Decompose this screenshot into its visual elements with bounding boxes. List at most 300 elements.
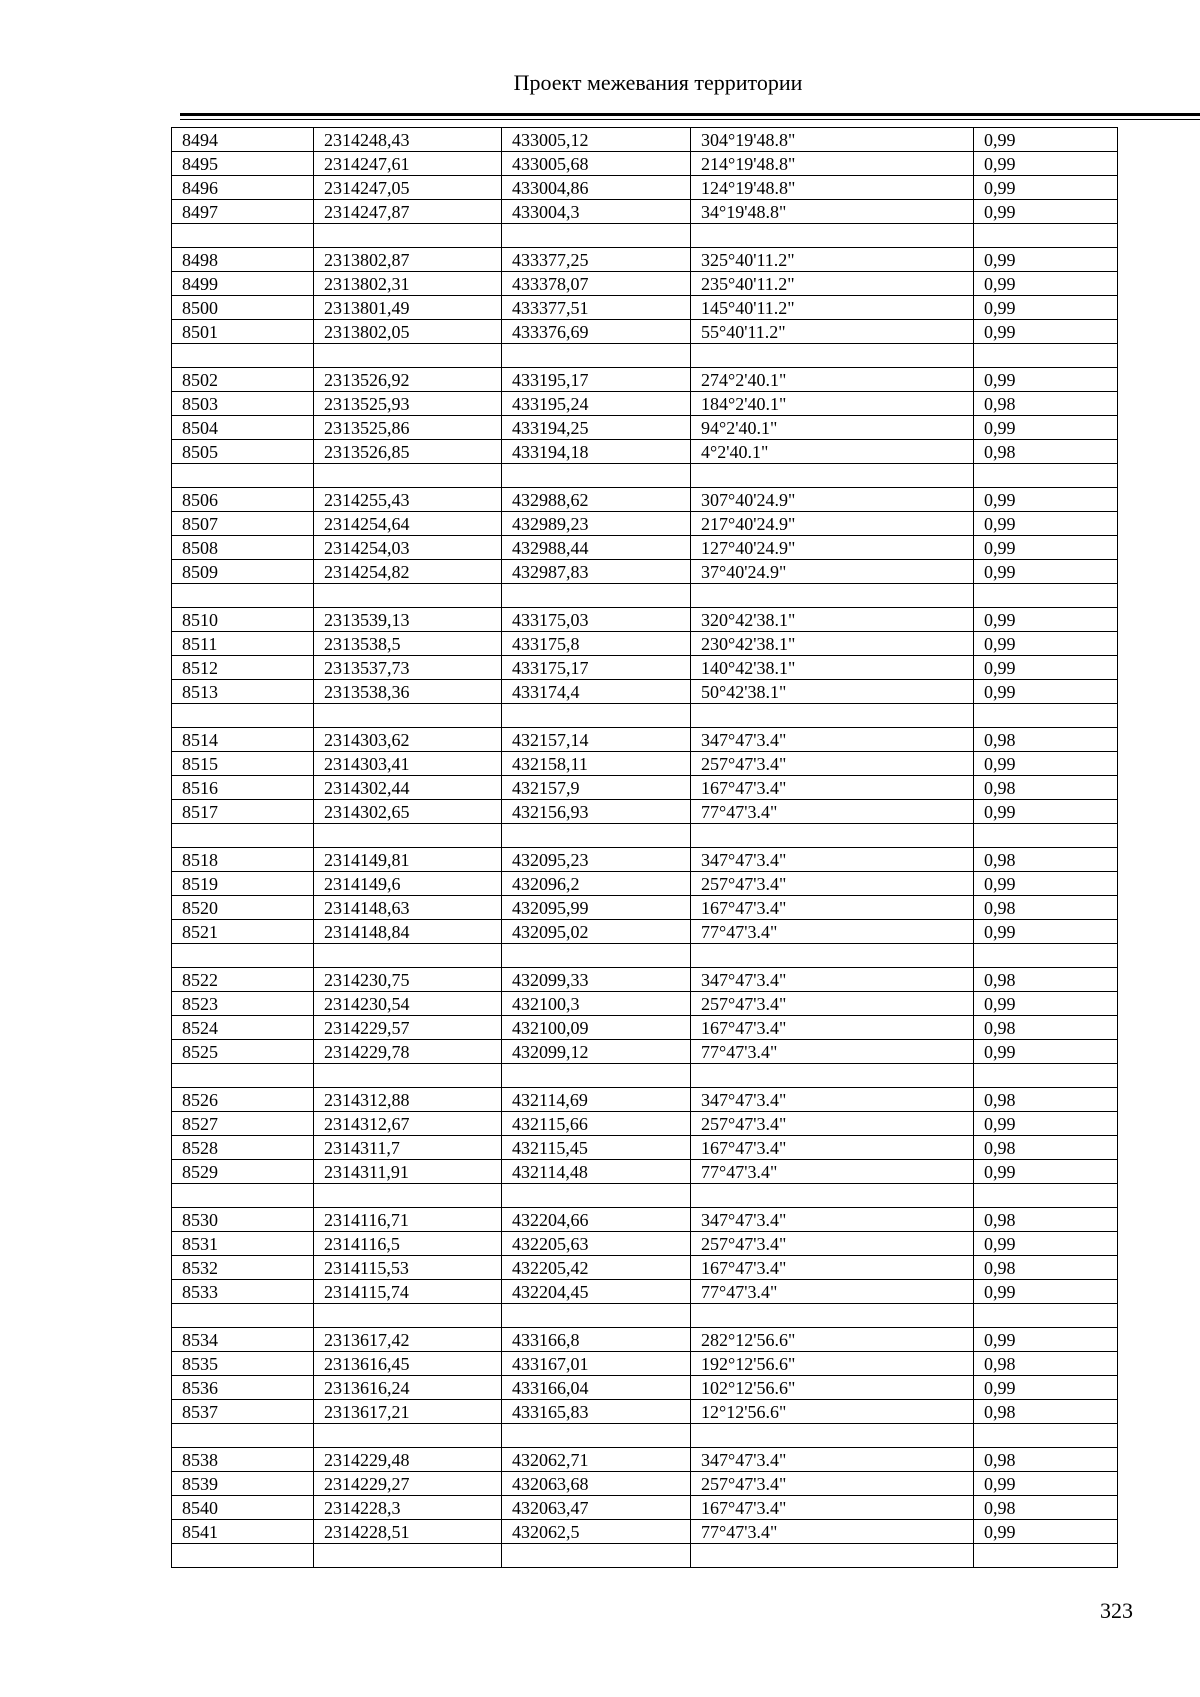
- y-coordinate-cell: 432062,5: [502, 1520, 691, 1544]
- x-coordinate-cell: [314, 344, 502, 368]
- x-coordinate-cell: 2314230,75: [314, 968, 502, 992]
- y-coordinate-cell: [502, 824, 691, 848]
- x-coordinate-cell: 2313617,21: [314, 1400, 502, 1424]
- table-row: [172, 248, 1118, 272]
- direction-angle-cell: 257°47'3.4": [691, 1112, 974, 1136]
- table-row: [172, 320, 1118, 344]
- x-coordinate-cell: 2314247,61: [314, 152, 502, 176]
- point-number-cell: 8515: [172, 752, 314, 776]
- direction-angle-cell: [691, 1544, 974, 1568]
- y-coordinate-cell: 432063,47: [502, 1496, 691, 1520]
- direction-angle-cell: 140°42'38.1": [691, 656, 974, 680]
- point-number-cell: 8536: [172, 1376, 314, 1400]
- point-number-cell: [172, 464, 314, 488]
- table-row: [172, 608, 1118, 632]
- direction-angle-cell: 217°40'24.9": [691, 512, 974, 536]
- direction-angle-cell: 257°47'3.4": [691, 872, 974, 896]
- table-row: [172, 1232, 1118, 1256]
- direction-angle-cell: [691, 704, 974, 728]
- x-coordinate-cell: 2314229,27: [314, 1472, 502, 1496]
- y-coordinate-cell: 432988,62: [502, 488, 691, 512]
- direction-angle-cell: 167°47'3.4": [691, 1496, 974, 1520]
- table-row: [172, 584, 1118, 608]
- distance-cell: 0,99: [974, 1160, 1118, 1184]
- y-coordinate-cell: 433174,4: [502, 680, 691, 704]
- distance-cell: 0,99: [974, 1040, 1118, 1064]
- table-row: [172, 392, 1118, 416]
- y-coordinate-cell: 433166,04: [502, 1376, 691, 1400]
- x-coordinate-cell: 2314254,82: [314, 560, 502, 584]
- point-number-cell: 8526: [172, 1088, 314, 1112]
- y-coordinate-cell: 433194,25: [502, 416, 691, 440]
- y-coordinate-cell: [502, 944, 691, 968]
- point-number-cell: [172, 704, 314, 728]
- table-row: [172, 1016, 1118, 1040]
- direction-angle-cell: 347°47'3.4": [691, 728, 974, 752]
- point-number-cell: 8530: [172, 1208, 314, 1232]
- distance-cell: [974, 704, 1118, 728]
- table-row: [172, 728, 1118, 752]
- point-number-cell: 8519: [172, 872, 314, 896]
- point-number-cell: 8495: [172, 152, 314, 176]
- distance-cell: 0,99: [974, 536, 1118, 560]
- distance-cell: [974, 1304, 1118, 1328]
- point-number-cell: 8540: [172, 1496, 314, 1520]
- table-row: [172, 968, 1118, 992]
- point-number-cell: 8513: [172, 680, 314, 704]
- x-coordinate-cell: [314, 1304, 502, 1328]
- y-coordinate-cell: 432158,11: [502, 752, 691, 776]
- distance-cell: [974, 464, 1118, 488]
- distance-cell: 0,99: [974, 272, 1118, 296]
- distance-cell: 0,98: [974, 1136, 1118, 1160]
- x-coordinate-cell: [314, 824, 502, 848]
- x-coordinate-cell: [314, 944, 502, 968]
- table-row: [172, 1136, 1118, 1160]
- x-coordinate-cell: 2314303,41: [314, 752, 502, 776]
- page-header-title: Проект межевания территории: [513, 70, 803, 95]
- y-coordinate-cell: 432157,14: [502, 728, 691, 752]
- table-row: [172, 776, 1118, 800]
- point-number-cell: 8518: [172, 848, 314, 872]
- distance-cell: 0,99: [974, 416, 1118, 440]
- distance-cell: 0,99: [974, 248, 1118, 272]
- table-row: [172, 200, 1118, 224]
- y-coordinate-cell: 432988,44: [502, 536, 691, 560]
- y-coordinate-cell: 433175,17: [502, 656, 691, 680]
- point-number-cell: 8504: [172, 416, 314, 440]
- y-coordinate-cell: 433165,83: [502, 1400, 691, 1424]
- y-coordinate-cell: 432157,9: [502, 776, 691, 800]
- x-coordinate-cell: 2314254,64: [314, 512, 502, 536]
- direction-angle-cell: 184°2'40.1": [691, 392, 974, 416]
- table-row: [172, 1208, 1118, 1232]
- point-number-cell: 8494: [172, 128, 314, 152]
- x-coordinate-cell: 2314247,05: [314, 176, 502, 200]
- point-number-cell: [172, 1424, 314, 1448]
- direction-angle-cell: 127°40'24.9": [691, 536, 974, 560]
- point-number-cell: 8520: [172, 896, 314, 920]
- distance-cell: 0,98: [974, 1352, 1118, 1376]
- distance-cell: 0,99: [974, 176, 1118, 200]
- x-coordinate-cell: [314, 584, 502, 608]
- x-coordinate-cell: 2314229,48: [314, 1448, 502, 1472]
- table-row: [172, 224, 1118, 248]
- x-coordinate-cell: 2314229,57: [314, 1016, 502, 1040]
- table-row: [172, 680, 1118, 704]
- direction-angle-cell: 37°40'24.9": [691, 560, 974, 584]
- y-coordinate-cell: 433195,24: [502, 392, 691, 416]
- direction-angle-cell: 77°47'3.4": [691, 1280, 974, 1304]
- point-number-cell: 8521: [172, 920, 314, 944]
- table-row: [172, 152, 1118, 176]
- distance-cell: 0,99: [974, 128, 1118, 152]
- table-row: [172, 704, 1118, 728]
- direction-angle-cell: 347°47'3.4": [691, 1448, 974, 1472]
- x-coordinate-cell: 2313526,85: [314, 440, 502, 464]
- distance-cell: 0,98: [974, 728, 1118, 752]
- point-number-cell: 8516: [172, 776, 314, 800]
- x-coordinate-cell: 2313526,92: [314, 368, 502, 392]
- direction-angle-cell: 124°19'48.8": [691, 176, 974, 200]
- y-coordinate-cell: 433175,8: [502, 632, 691, 656]
- distance-cell: 0,99: [974, 512, 1118, 536]
- direction-angle-cell: 347°47'3.4": [691, 968, 974, 992]
- distance-cell: 0,99: [974, 608, 1118, 632]
- y-coordinate-cell: 432115,66: [502, 1112, 691, 1136]
- distance-cell: [974, 824, 1118, 848]
- x-coordinate-cell: 2313525,93: [314, 392, 502, 416]
- point-number-cell: [172, 224, 314, 248]
- distance-cell: 0,99: [974, 800, 1118, 824]
- direction-angle-cell: [691, 1064, 974, 1088]
- table-row: [172, 464, 1118, 488]
- distance-cell: 0,99: [974, 1328, 1118, 1352]
- point-number-cell: 8502: [172, 368, 314, 392]
- direction-angle-cell: [691, 1304, 974, 1328]
- y-coordinate-cell: 432987,83: [502, 560, 691, 584]
- y-coordinate-cell: 432099,12: [502, 1040, 691, 1064]
- point-number-cell: 8528: [172, 1136, 314, 1160]
- distance-cell: 0,99: [974, 920, 1118, 944]
- x-coordinate-cell: 2313802,31: [314, 272, 502, 296]
- x-coordinate-cell: 2313617,42: [314, 1328, 502, 1352]
- x-coordinate-cell: [314, 224, 502, 248]
- distance-cell: 0,99: [974, 872, 1118, 896]
- table-row: [172, 1424, 1118, 1448]
- point-number-cell: [172, 1304, 314, 1328]
- x-coordinate-cell: 2314149,6: [314, 872, 502, 896]
- y-coordinate-cell: 433378,07: [502, 272, 691, 296]
- direction-angle-cell: [691, 584, 974, 608]
- point-number-cell: 8535: [172, 1352, 314, 1376]
- distance-cell: 0,98: [974, 1016, 1118, 1040]
- y-coordinate-cell: 433377,25: [502, 248, 691, 272]
- point-number-cell: 8524: [172, 1016, 314, 1040]
- direction-angle-cell: 77°47'3.4": [691, 1160, 974, 1184]
- direction-angle-cell: 307°40'24.9": [691, 488, 974, 512]
- x-coordinate-cell: 2314302,44: [314, 776, 502, 800]
- distance-cell: 0,99: [974, 1520, 1118, 1544]
- y-coordinate-cell: [502, 1544, 691, 1568]
- y-coordinate-cell: 433376,69: [502, 320, 691, 344]
- table-row: [172, 872, 1118, 896]
- direction-angle-cell: 257°47'3.4": [691, 1472, 974, 1496]
- y-coordinate-cell: 432095,23: [502, 848, 691, 872]
- y-coordinate-cell: [502, 1304, 691, 1328]
- point-number-cell: 8512: [172, 656, 314, 680]
- table-row: [172, 656, 1118, 680]
- direction-angle-cell: 77°47'3.4": [691, 1040, 974, 1064]
- table-row: [172, 1112, 1118, 1136]
- table-row: [172, 1160, 1118, 1184]
- x-coordinate-cell: 2314148,84: [314, 920, 502, 944]
- point-number-cell: 8498: [172, 248, 314, 272]
- y-coordinate-cell: [502, 1424, 691, 1448]
- table-row: [172, 1544, 1118, 1568]
- table-row: [172, 1064, 1118, 1088]
- distance-cell: 0,99: [974, 632, 1118, 656]
- direction-angle-cell: 304°19'48.8": [691, 128, 974, 152]
- direction-angle-cell: 320°42'38.1": [691, 608, 974, 632]
- point-number-cell: 8506: [172, 488, 314, 512]
- point-number-cell: [172, 1064, 314, 1088]
- direction-angle-cell: 325°40'11.2": [691, 248, 974, 272]
- direction-angle-cell: 282°12'56.6": [691, 1328, 974, 1352]
- distance-cell: [974, 344, 1118, 368]
- header-rule-thin: [180, 119, 1200, 120]
- point-number-cell: 8517: [172, 800, 314, 824]
- x-coordinate-cell: 2314312,88: [314, 1088, 502, 1112]
- x-coordinate-cell: 2314302,65: [314, 800, 502, 824]
- x-coordinate-cell: 2314247,87: [314, 200, 502, 224]
- point-number-cell: 8529: [172, 1160, 314, 1184]
- distance-cell: [974, 224, 1118, 248]
- distance-cell: 0,98: [974, 1088, 1118, 1112]
- table-row: [172, 1088, 1118, 1112]
- distance-cell: 0,99: [974, 320, 1118, 344]
- point-number-cell: 8511: [172, 632, 314, 656]
- x-coordinate-cell: 2314228,3: [314, 1496, 502, 1520]
- distance-cell: 0,98: [974, 1400, 1118, 1424]
- direction-angle-cell: 347°47'3.4": [691, 848, 974, 872]
- y-coordinate-cell: 432095,02: [502, 920, 691, 944]
- x-coordinate-cell: 2313538,5: [314, 632, 502, 656]
- x-coordinate-cell: [314, 464, 502, 488]
- point-number-cell: 8507: [172, 512, 314, 536]
- x-coordinate-cell: 2314312,67: [314, 1112, 502, 1136]
- distance-cell: 0,98: [974, 1448, 1118, 1472]
- distance-cell: 0,98: [974, 776, 1118, 800]
- direction-angle-cell: 102°12'56.6": [691, 1376, 974, 1400]
- table-row: [172, 1352, 1118, 1376]
- y-coordinate-cell: 433005,68: [502, 152, 691, 176]
- direction-angle-cell: 167°47'3.4": [691, 776, 974, 800]
- direction-angle-cell: 77°47'3.4": [691, 920, 974, 944]
- header-rule-thick: [180, 113, 1200, 116]
- y-coordinate-cell: [502, 704, 691, 728]
- distance-cell: 0,98: [974, 896, 1118, 920]
- table-row: [172, 272, 1118, 296]
- distance-cell: 0,99: [974, 1376, 1118, 1400]
- point-number-cell: 8539: [172, 1472, 314, 1496]
- y-coordinate-cell: 432205,63: [502, 1232, 691, 1256]
- table-row: [172, 416, 1118, 440]
- x-coordinate-cell: 2313616,45: [314, 1352, 502, 1376]
- table-row: [172, 1304, 1118, 1328]
- direction-angle-cell: 167°47'3.4": [691, 1016, 974, 1040]
- y-coordinate-cell: 432095,99: [502, 896, 691, 920]
- table-row: [172, 440, 1118, 464]
- point-number-cell: 8523: [172, 992, 314, 1016]
- table-row: [172, 344, 1118, 368]
- table-row: [172, 848, 1118, 872]
- x-coordinate-cell: 2314254,03: [314, 536, 502, 560]
- x-coordinate-cell: 2314255,43: [314, 488, 502, 512]
- point-number-cell: 8509: [172, 560, 314, 584]
- x-coordinate-cell: 2313616,24: [314, 1376, 502, 1400]
- direction-angle-cell: 257°47'3.4": [691, 992, 974, 1016]
- table-row: [172, 632, 1118, 656]
- point-number-cell: 8534: [172, 1328, 314, 1352]
- direction-angle-cell: 214°19'48.8": [691, 152, 974, 176]
- table-row: [172, 1520, 1118, 1544]
- distance-cell: 0,98: [974, 1208, 1118, 1232]
- y-coordinate-cell: 433166,8: [502, 1328, 691, 1352]
- y-coordinate-cell: [502, 584, 691, 608]
- y-coordinate-cell: 432063,68: [502, 1472, 691, 1496]
- direction-angle-cell: 50°42'38.1": [691, 680, 974, 704]
- direction-angle-cell: 192°12'56.6": [691, 1352, 974, 1376]
- point-number-cell: 8533: [172, 1280, 314, 1304]
- point-number-cell: 8500: [172, 296, 314, 320]
- table-row: [172, 752, 1118, 776]
- table-row: [172, 488, 1118, 512]
- point-number-cell: [172, 1184, 314, 1208]
- y-coordinate-cell: 433175,03: [502, 608, 691, 632]
- point-number-cell: 8505: [172, 440, 314, 464]
- x-coordinate-cell: 2314229,78: [314, 1040, 502, 1064]
- direction-angle-cell: 94°2'40.1": [691, 416, 974, 440]
- x-coordinate-cell: [314, 1184, 502, 1208]
- x-coordinate-cell: 2313802,87: [314, 248, 502, 272]
- x-coordinate-cell: 2313537,73: [314, 656, 502, 680]
- x-coordinate-cell: 2314149,81: [314, 848, 502, 872]
- page-number: 323: [1100, 1598, 1133, 1623]
- direction-angle-cell: 77°47'3.4": [691, 800, 974, 824]
- table-row: [172, 1184, 1118, 1208]
- distance-cell: 0,99: [974, 1112, 1118, 1136]
- x-coordinate-cell: 2314311,7: [314, 1136, 502, 1160]
- point-number-cell: 8508: [172, 536, 314, 560]
- distance-cell: [974, 1064, 1118, 1088]
- direction-angle-cell: 55°40'11.2": [691, 320, 974, 344]
- point-number-cell: 8525: [172, 1040, 314, 1064]
- table-row: [172, 296, 1118, 320]
- distance-cell: [974, 584, 1118, 608]
- y-coordinate-cell: 432115,45: [502, 1136, 691, 1160]
- direction-angle-cell: 235°40'11.2": [691, 272, 974, 296]
- distance-cell: 0,99: [974, 488, 1118, 512]
- direction-angle-cell: 347°47'3.4": [691, 1088, 974, 1112]
- point-number-cell: [172, 824, 314, 848]
- y-coordinate-cell: 433004,3: [502, 200, 691, 224]
- point-number-cell: 8503: [172, 392, 314, 416]
- point-number-cell: 8537: [172, 1400, 314, 1424]
- distance-cell: 0,99: [974, 1472, 1118, 1496]
- distance-cell: 0,99: [974, 296, 1118, 320]
- x-coordinate-cell: [314, 1544, 502, 1568]
- point-number-cell: 8532: [172, 1256, 314, 1280]
- table-row: [172, 920, 1118, 944]
- distance-cell: 0,99: [974, 1280, 1118, 1304]
- x-coordinate-cell: [314, 704, 502, 728]
- x-coordinate-cell: [314, 1064, 502, 1088]
- table-row: [172, 992, 1118, 1016]
- coordinates-table-body: [172, 128, 1118, 1568]
- point-number-cell: 8527: [172, 1112, 314, 1136]
- direction-angle-cell: 257°47'3.4": [691, 752, 974, 776]
- distance-cell: [974, 944, 1118, 968]
- y-coordinate-cell: 432114,69: [502, 1088, 691, 1112]
- direction-angle-cell: 230°42'38.1": [691, 632, 974, 656]
- table-row: [172, 512, 1118, 536]
- direction-angle-cell: 145°40'11.2": [691, 296, 974, 320]
- x-coordinate-cell: 2314248,43: [314, 128, 502, 152]
- point-number-cell: 8510: [172, 608, 314, 632]
- table-row: [172, 128, 1118, 152]
- point-number-cell: 8538: [172, 1448, 314, 1472]
- direction-angle-cell: 167°47'3.4": [691, 1136, 974, 1160]
- x-coordinate-cell: 2314228,51: [314, 1520, 502, 1544]
- distance-cell: [974, 1424, 1118, 1448]
- y-coordinate-cell: [502, 1184, 691, 1208]
- y-coordinate-cell: 432062,71: [502, 1448, 691, 1472]
- y-coordinate-cell: 432100,09: [502, 1016, 691, 1040]
- x-coordinate-cell: 2314148,63: [314, 896, 502, 920]
- point-number-cell: 8501: [172, 320, 314, 344]
- direction-angle-cell: [691, 824, 974, 848]
- distance-cell: [974, 1184, 1118, 1208]
- direction-angle-cell: 77°47'3.4": [691, 1520, 974, 1544]
- y-coordinate-cell: 432114,48: [502, 1160, 691, 1184]
- direction-angle-cell: 347°47'3.4": [691, 1208, 974, 1232]
- table-row: [172, 368, 1118, 392]
- direction-angle-cell: [691, 1424, 974, 1448]
- y-coordinate-cell: [502, 464, 691, 488]
- distance-cell: 0,98: [974, 968, 1118, 992]
- y-coordinate-cell: 433195,17: [502, 368, 691, 392]
- x-coordinate-cell: 2314115,53: [314, 1256, 502, 1280]
- distance-cell: 0,98: [974, 1256, 1118, 1280]
- table-row: [172, 176, 1118, 200]
- distance-cell: 0,98: [974, 1496, 1118, 1520]
- table-row: [172, 1280, 1118, 1304]
- y-coordinate-cell: 432204,66: [502, 1208, 691, 1232]
- y-coordinate-cell: 432156,93: [502, 800, 691, 824]
- y-coordinate-cell: 433004,86: [502, 176, 691, 200]
- distance-cell: [974, 1544, 1118, 1568]
- x-coordinate-cell: 2313538,36: [314, 680, 502, 704]
- distance-cell: 0,99: [974, 680, 1118, 704]
- distance-cell: 0,98: [974, 392, 1118, 416]
- table-row: [172, 1040, 1118, 1064]
- direction-angle-cell: [691, 464, 974, 488]
- x-coordinate-cell: 2313802,05: [314, 320, 502, 344]
- x-coordinate-cell: 2314116,5: [314, 1232, 502, 1256]
- point-number-cell: [172, 584, 314, 608]
- point-number-cell: 8522: [172, 968, 314, 992]
